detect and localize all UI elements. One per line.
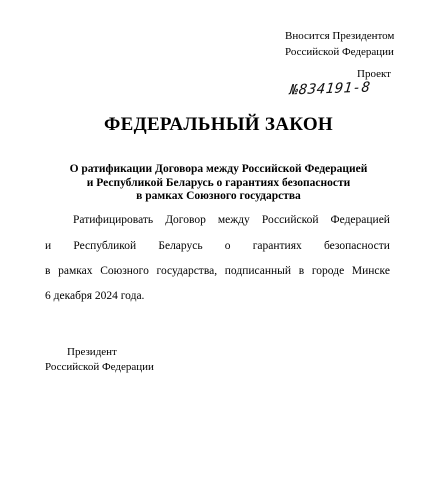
signature-title: Президент: [67, 346, 117, 358]
body-word: гарантиях: [252, 240, 302, 252]
body-word: Союзного: [100, 265, 149, 277]
body-line-2: [45, 240, 390, 252]
body-word: в: [45, 265, 51, 277]
body-word: между: [217, 214, 250, 226]
law-subject-line-1: О ратификации Договора между Российской Федерацией: [69, 163, 368, 175]
body-word: рамках: [58, 265, 93, 277]
registration-number-handwritten: №834191-8: [288, 79, 372, 99]
introduced-by-block: [285, 28, 394, 60]
body-word: Договор: [165, 214, 206, 226]
body-line-1: [73, 214, 390, 226]
law-subject: [0, 163, 437, 204]
body-word: безопасности: [323, 240, 390, 252]
body-word: в: [298, 265, 305, 277]
introduced-by-line-2: Российской Федерации: [285, 46, 394, 58]
body-word: Минске: [351, 265, 390, 277]
law-title: ФЕДЕРАЛЬНЫЙ ЗАКОН: [103, 114, 334, 135]
introduced-by-line-1: Вносится Президентом: [285, 30, 395, 42]
law-subject-line-3: в рамках Союзного государства: [136, 190, 301, 202]
body-word: Российской: [261, 214, 319, 226]
body-word: подписанный: [224, 265, 292, 277]
signature-block: [45, 345, 154, 375]
body-word: государства,: [156, 265, 218, 277]
body-line-4: 6 декабря 2024 года.: [45, 290, 145, 302]
draft-status-label: Проект: [357, 68, 391, 80]
body-word: городе: [311, 265, 345, 277]
body-line-3: [45, 265, 390, 277]
law-subject-line-2: и Республикой Беларусь о гарантиях безопасности: [86, 176, 351, 189]
body-word: Ратифицировать: [73, 214, 154, 226]
body-word: Беларусь: [158, 240, 203, 252]
body-word: и: [45, 240, 52, 252]
body-word: о: [224, 240, 231, 252]
signature-org: Российской Федерации: [45, 361, 154, 373]
body-word: Республикой: [73, 240, 137, 252]
body-word: Федерацией: [330, 214, 390, 226]
